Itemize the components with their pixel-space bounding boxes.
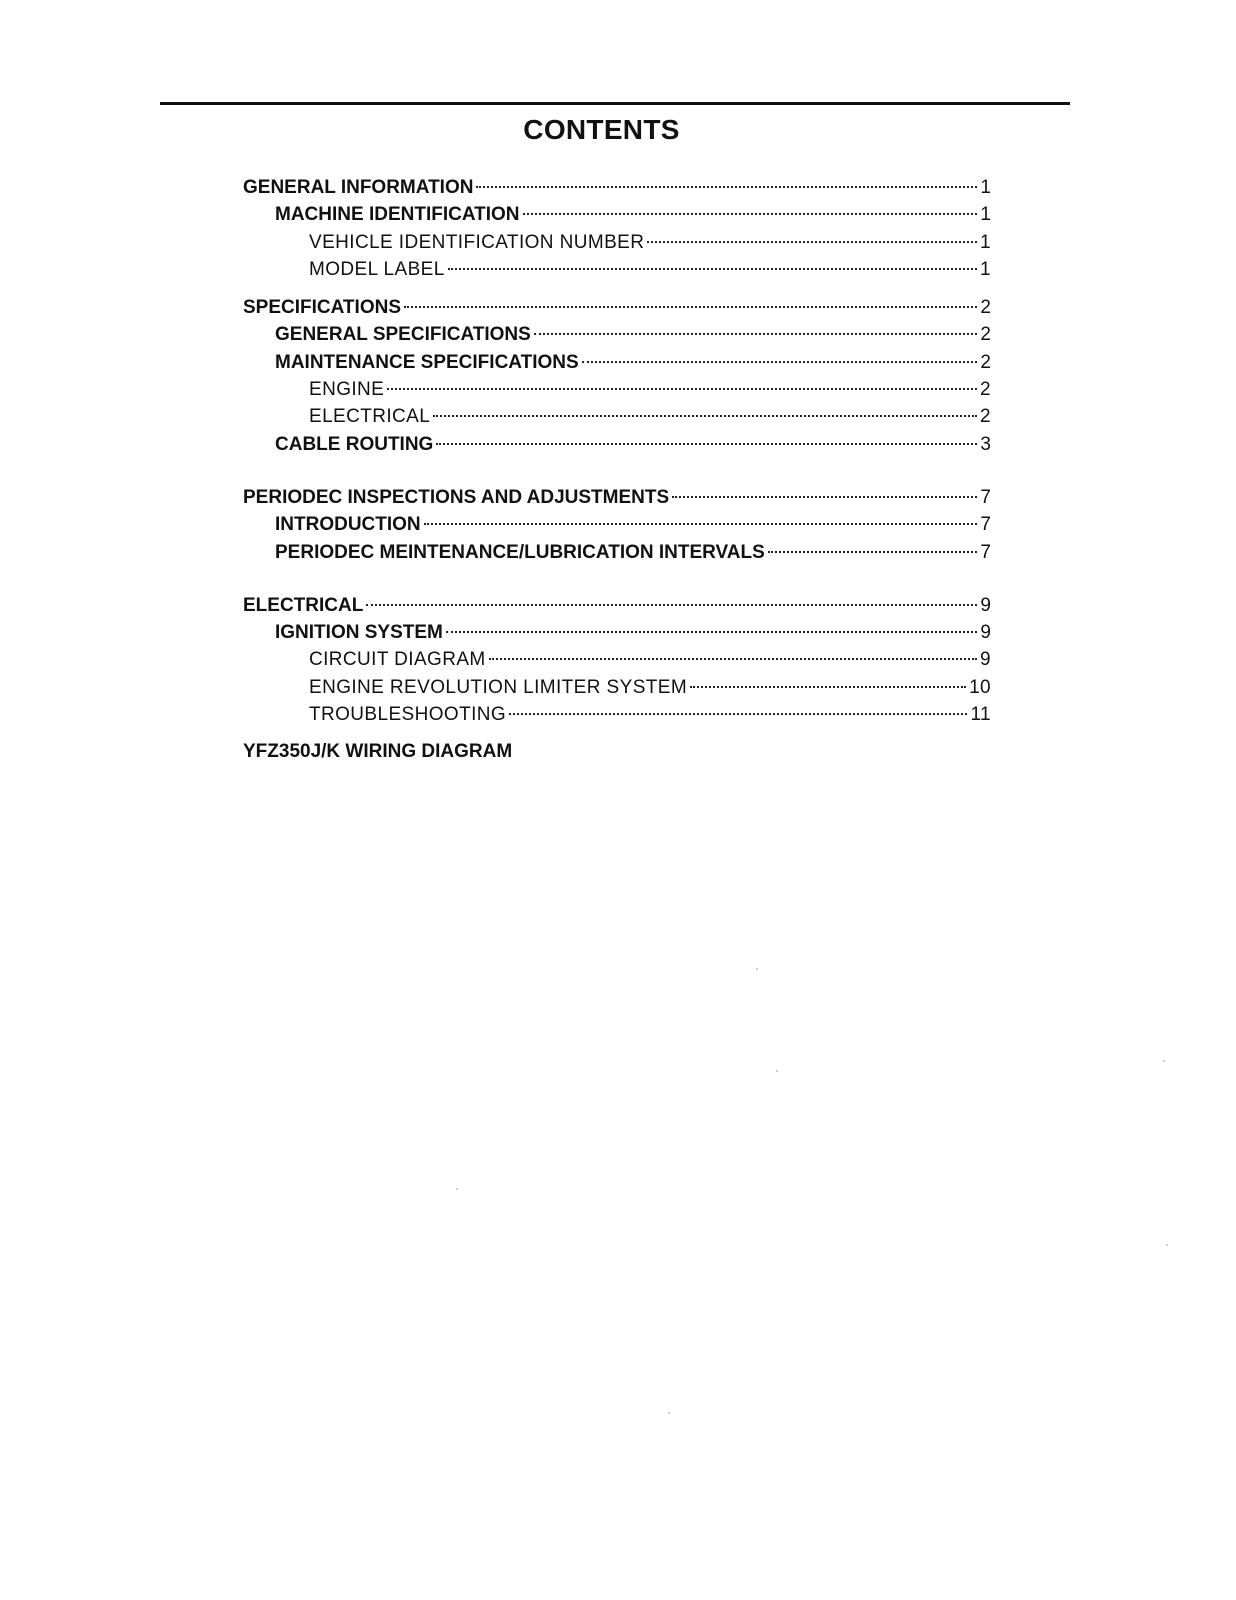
toc-entry-machine-identification[interactable] — [243, 201, 991, 228]
toc-page-number: 10 — [969, 676, 991, 698]
toc-page-number: 9 — [980, 649, 991, 671]
dot-leader — [672, 496, 977, 498]
dot-leader — [476, 186, 977, 188]
toc-page-number: 7 — [980, 486, 991, 508]
toc-entry-label: ELECTRICAL — [309, 406, 431, 428]
toc-page-number: 1 — [980, 177, 991, 198]
toc-entry-circuit-diagram[interactable] — [243, 646, 991, 673]
spacer — [243, 566, 991, 592]
toc-entry-label: MACHINE IDENTIFICATION — [275, 204, 520, 226]
dot-leader — [534, 333, 978, 335]
dot-leader — [509, 713, 967, 715]
toc-entry-troubleshooting[interactable] — [243, 701, 991, 728]
scan-speck — [776, 1070, 778, 1072]
dot-leader — [446, 631, 978, 633]
toc-entry-electrical-sub[interactable] — [243, 403, 991, 430]
dot-leader — [436, 443, 977, 445]
toc-entry-engine-revolution-limiter[interactable] — [243, 674, 991, 701]
toc-page-number: 1 — [980, 231, 991, 253]
dot-leader — [523, 213, 978, 215]
spacer — [243, 283, 991, 294]
dot-leader — [582, 361, 978, 363]
toc-entry-label: GENERAL INFORMATION — [243, 177, 474, 198]
dot-leader — [647, 241, 977, 243]
toc-entry-label: PERIODEC INSPECTIONS AND ADJUSTMENTS — [243, 486, 670, 508]
toc-page-number: 9 — [980, 594, 991, 616]
dot-leader — [768, 551, 978, 553]
toc-entry-cable-routing[interactable] — [243, 431, 991, 458]
toc-page-number: 9 — [980, 622, 991, 644]
scan-speck — [456, 1188, 458, 1190]
toc-entry-model-label[interactable] — [243, 256, 991, 283]
toc-entry-maintenance-specifications[interactable] — [243, 349, 991, 376]
toc-entry-label: VEHICLE IDENTIFICATION NUMBER — [309, 231, 645, 253]
dot-leader — [690, 686, 966, 688]
toc-entry-label: ENGINE — [309, 379, 385, 401]
toc-entry-specifications[interactable] — [243, 294, 991, 321]
toc-entry-ignition-system[interactable] — [243, 619, 991, 646]
toc-page-number: 1 — [980, 204, 991, 226]
toc-page-number: 2 — [980, 406, 991, 428]
toc-entry-electrical[interactable] — [243, 592, 991, 619]
spacer — [243, 458, 991, 484]
toc-entry-wiring-diagram[interactable]: YFZ350J/K WIRING DIAGRAM — [243, 741, 513, 763]
toc-page-number: 7 — [980, 541, 991, 563]
toc-entry-engine[interactable] — [243, 376, 991, 403]
toc-entry-introduction[interactable] — [243, 511, 991, 538]
toc-entry-label: MAINTENANCE SPECIFICATIONS — [275, 351, 579, 373]
scan-speck — [1166, 1244, 1168, 1246]
toc-page-number: 11 — [970, 704, 991, 726]
toc-page-number: 7 — [980, 514, 991, 536]
dot-leader — [366, 604, 977, 606]
toc-entry-label: SPECIFICATIONS — [243, 297, 401, 319]
toc-entry-label: GENERAL SPECIFICATIONS — [275, 324, 531, 346]
toc-page-number: 2 — [980, 379, 991, 401]
toc-entry-label: TROUBLESHOOTING — [309, 704, 507, 726]
top-rule — [160, 102, 1070, 105]
scan-speck — [756, 968, 758, 970]
toc-entry-label: ELECTRICAL — [243, 594, 364, 616]
dot-leader — [424, 523, 978, 525]
dot-leader — [448, 268, 977, 270]
toc-page-number: 1 — [980, 258, 991, 280]
toc-entry-periodec-inspections[interactable] — [243, 484, 991, 511]
scan-speck — [668, 1412, 670, 1414]
toc-entry-label: INTRODUCTION — [275, 514, 421, 536]
toc-entry-label: CABLE ROUTING — [275, 433, 434, 455]
toc-entry-label: MODEL LABEL — [309, 258, 445, 280]
page-title: CONTENTS — [523, 114, 680, 145]
toc-page-number: 2 — [980, 351, 991, 373]
table-of-contents — [243, 174, 991, 765]
dot-leader — [387, 388, 977, 390]
toc-page-number: 3 — [980, 433, 991, 455]
toc-entry-label: ENGINE REVOLUTION LIMITER SYSTEM — [309, 676, 688, 698]
dot-leader — [489, 658, 977, 660]
toc-entry-vehicle-identification-number[interactable] — [243, 229, 991, 256]
toc-entry-label: CIRCUIT DIAGRAM — [309, 649, 486, 671]
toc-page-number: 2 — [980, 297, 991, 319]
toc-entry-general-information[interactable] — [243, 174, 991, 201]
toc-entry-label: IGNITION SYSTEM — [275, 622, 443, 644]
dot-leader — [404, 306, 977, 308]
dot-leader — [433, 415, 977, 417]
toc-entry-general-specifications[interactable] — [243, 321, 991, 348]
toc-entry-periodec-maintenance[interactable] — [243, 539, 991, 566]
toc-page-number: 2 — [980, 324, 991, 346]
scan-speck — [1163, 1060, 1165, 1062]
toc-entry-label: PERIODEC MEINTENANCE/LUBRICATION INTERVALS — [275, 541, 765, 563]
